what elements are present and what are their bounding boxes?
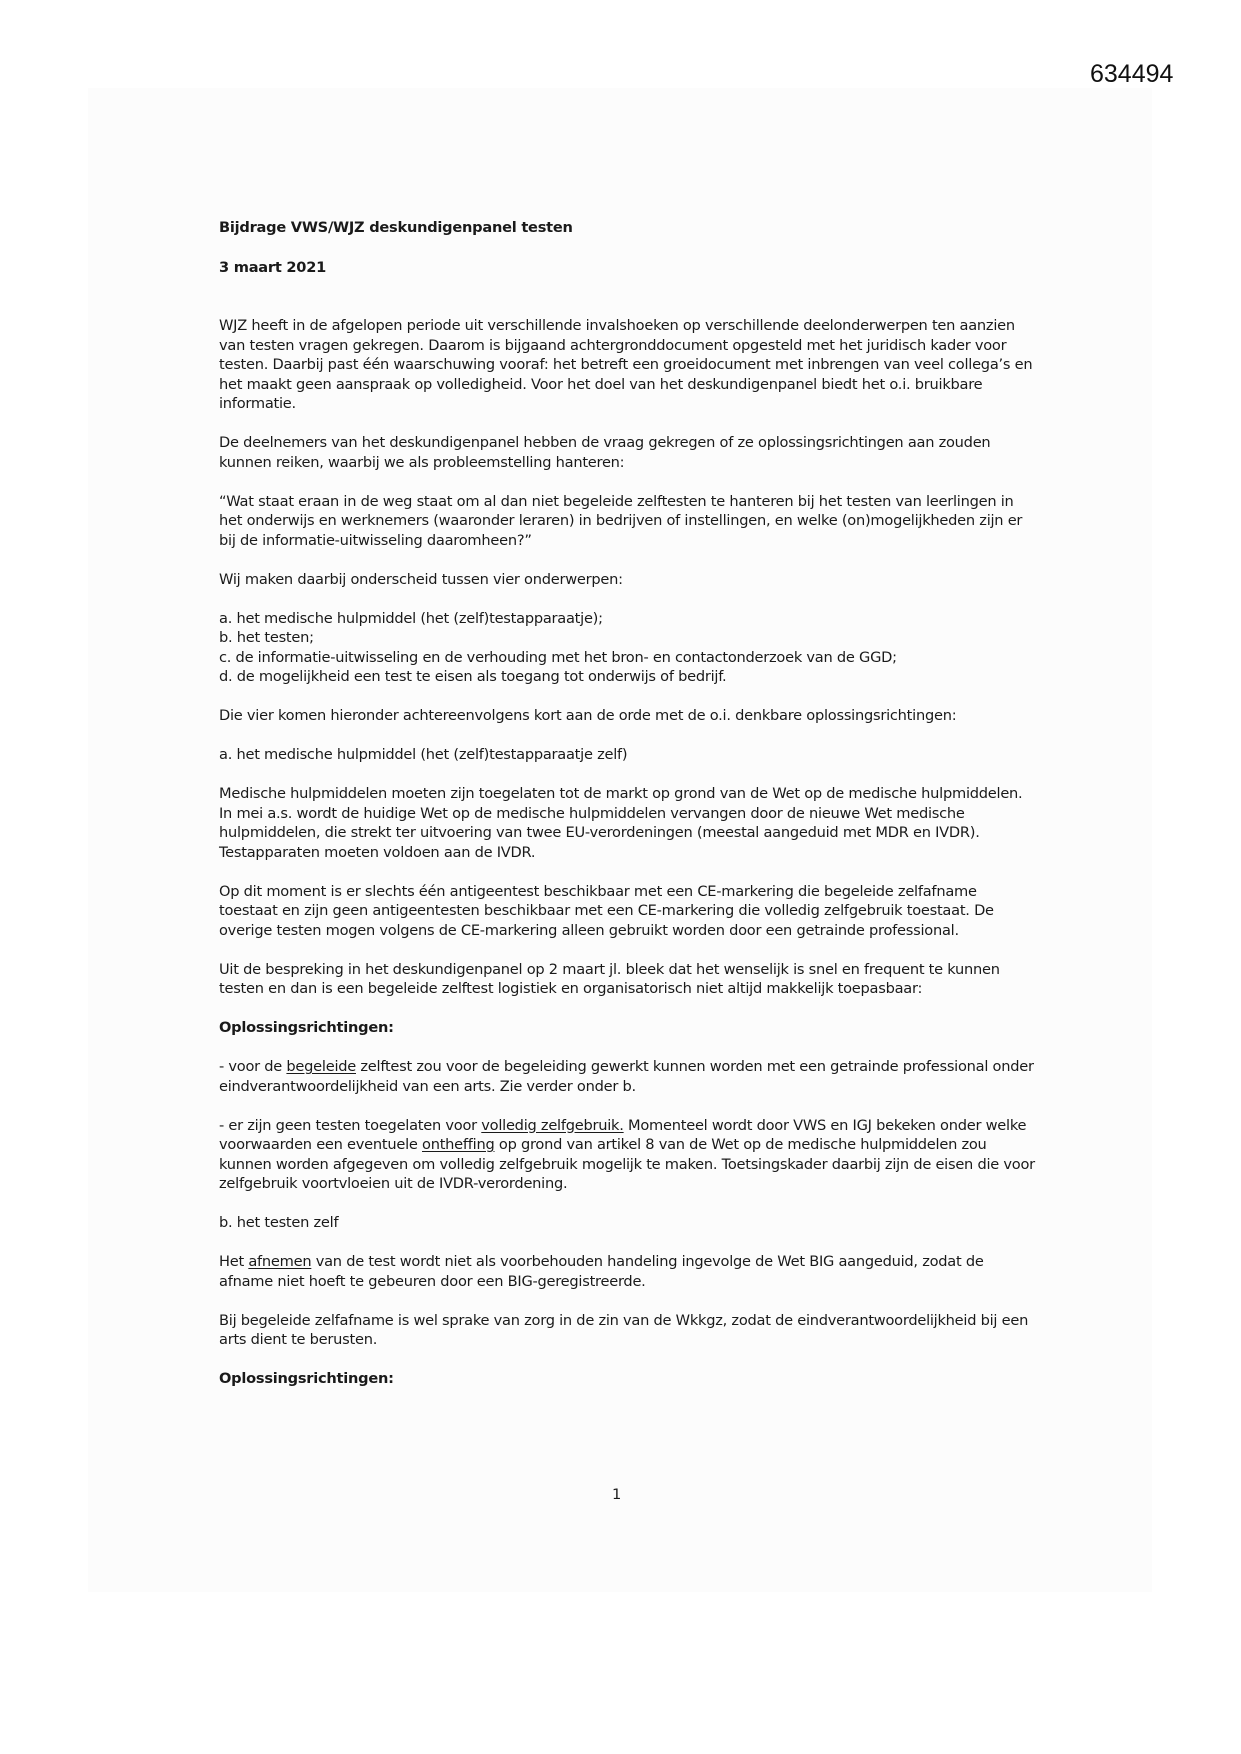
page-number: 1 [612, 1486, 622, 1503]
text-span: - voor de [219, 1058, 287, 1075]
text-span: zelftest zou voor de begeleiding gewerkt kunnen worden met een getrainde professional onder eindverantwoordelijkheid van een arts. Zie verder onder b. [219, 1058, 1034, 1095]
underlined-term: ontheffing [422, 1136, 495, 1153]
paragraph-begeleide-zelfafname: Bij begeleide zelfafname is wel sprake van zorg in de zin van de Wkkgz, zodat de eindverantwoordelijkheid bij een arts dient te berusten. [219, 1311, 1029, 1348]
paragraph-intro: WJZ heeft in de afgelopen periode uit verschillende invalshoeken op verschillende deelonderwerpen ten aanzien van testen vragen gekregen. Daarom is bijgaand achtergronddocument opgesteld met het juridisch kader voor testen. Daarbij past één waarschuwing vooraf: het betreft een groeidocument met inbrengen van veel collega’s en het maakt geen aanspraak op volledigheid. Voor het doel van het deskundigenpanel biedt het o.i. bruikbare informatie. [219, 317, 1033, 412]
underlined-term: afnemen [248, 1253, 312, 1270]
paragraph-afnemen [219, 1252, 1039, 1291]
paragraph-quote: “Wat staat eraan in de weg staat om al dan niet begeleide zelftesten te hanteren bij het testen van leerlingen in het onderwijs en werknemers (waaronder leraren) in bedrijven of instellingen, en welke (on)mogelijkheden zijn er bij de informatie-uitwisseling daaromheen?” [219, 492, 1023, 549]
text-span: Momenteel wordt door VWS en IGJ bekeken onder welke voorwaarden een eventuele [219, 1116, 1027, 1153]
topic-item: b. het testen; [219, 629, 314, 646]
underlined-term: begeleide [286, 1058, 356, 1075]
paragraph-die-vier: Die vier komen hieronder achtereenvolgens kort aan de orde met de o.i. denkbare oplossingsrichtingen: [219, 707, 957, 724]
topic-item: d. de mogelijkheid een test te eisen als toegang tot onderwijs of bedrijf. [219, 668, 727, 685]
bullet-volledig-zelfgebruik [219, 1116, 1039, 1194]
text-span: op grond van artikel 8 van de Wet op de medische hulpmiddelen zou kunnen worden afgegeven om volledig zelfgebruik mogelijk te maken. Toetsingskader daarbij zijn de eisen die voor zelfgebruik voortvloeien uit de IVDR-verordening. [219, 1136, 1035, 1192]
paragraph-op-dit-moment: Op dit moment is er slechts één antigeentest beschikbaar met een CE-markering die begeleide zelfafname toestaat en zijn geen antigeentesten beschikbaar met een CE-markering die volledig zelfgebruik toestaat. De overige testen mogen volgens de CE-markering alleen gebruikt worden door een getrainde professional. [219, 882, 994, 939]
bullet-begeleide [219, 1057, 1039, 1096]
topic-item: a. het medische hulpmiddel (het (zelf)testapparaatje); [219, 609, 603, 627]
document-title: Bijdrage VWS/WJZ deskundigenpanel testen [219, 219, 573, 236]
oplossingsrichtingen-heading: Oplossingsrichtingen: [219, 1019, 394, 1036]
section-a-heading: a. het medische hulpmiddel (het (zelf)testapparaatje zelf) [219, 746, 628, 763]
paragraph-uit-de-bespreking: Uit de bespreking in het deskundigenpanel op 2 maart jl. bleek dat het wenselijk is snel en frequent te kunnen testen en dan is een begeleide zelftest logistiek en organisatorisch niet altijd makkelijk toepasbaar: [219, 960, 1000, 997]
text-span: Het [219, 1253, 249, 1270]
document-id: 634494 [1090, 60, 1174, 88]
paragraph-deelnemers: De deelnemers van het deskundigenpanel hebben de vraag gekregen of ze oplossingsrichtingen aan zouden kunnen reiken, waarbij we als probleemstelling hanteren: [219, 434, 991, 471]
text-span: - er zijn geen testen toegelaten voor [219, 1116, 482, 1134]
topic-item: c. de informatie-uitwisseling en de verhouding met het bron- en contactonderzoek van de GGD; [219, 648, 897, 666]
oplossingsrichtingen-heading-2: Oplossingsrichtingen: [219, 1370, 394, 1387]
document-date: 3 maart 2021 [219, 258, 327, 276]
text-span: van de test wordt niet als voorbehouden handeling ingevolge de Wet BIG aangeduid, zodat de afname niet hoeft te gebeuren door een BIG-geregistreerde. [219, 1253, 984, 1290]
paragraph-medische: Medische hulpmiddelen moeten zijn toegelaten tot de markt op grond van de Wet op de medische hulpmiddelen. In mei a.s. wordt de huidige Wet op de medische hulpmiddelen vervangen door de nieuwe Wet medische hulpmiddelen, die strekt ter uitvoering van twee EU-verordeningen (meestal aangeduid met MDR en IVDR). Testapparaten moeten voldoen aan de IVDR. [219, 785, 1023, 861]
section-b-heading: b. het testen zelf [219, 1214, 339, 1231]
topic-list [219, 609, 1039, 687]
underlined-term: volledig zelfgebruik. [481, 1116, 624, 1134]
document-body [219, 218, 1039, 1389]
paragraph-onderscheid: Wij maken daarbij onderscheid tussen vier onderwerpen: [219, 570, 623, 588]
